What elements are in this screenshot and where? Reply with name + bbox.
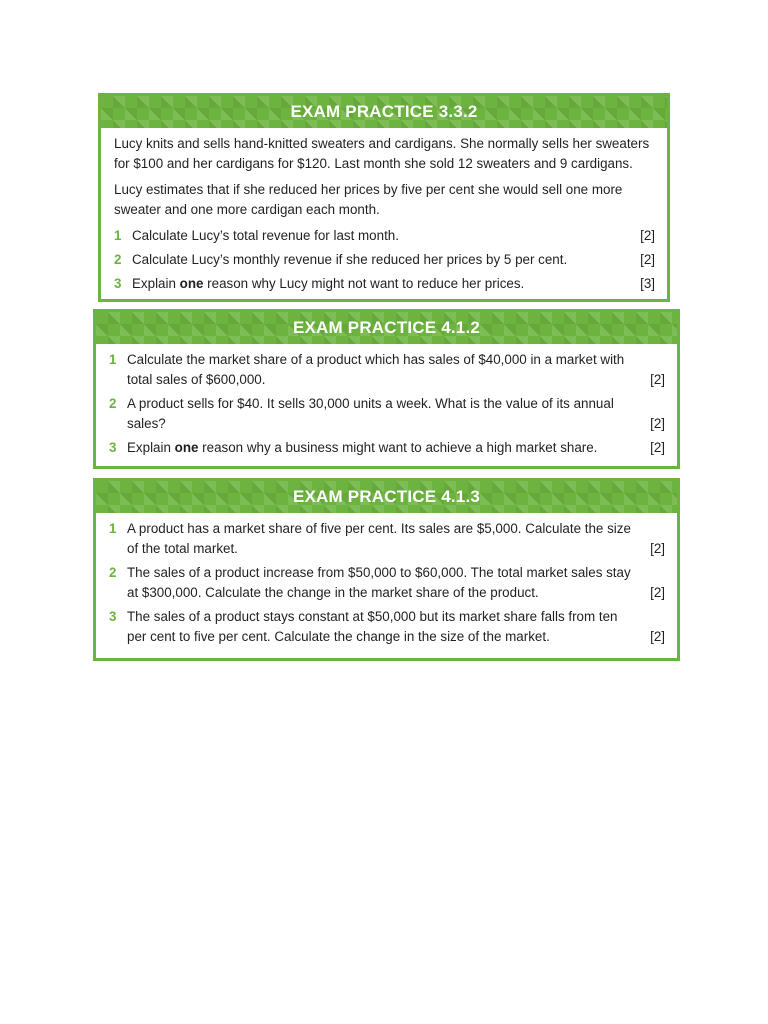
box-header bbox=[96, 481, 677, 513]
question-marks: [2] bbox=[650, 440, 665, 455]
intro-paragraph: Lucy knits and sells hand-knitted sweaters and cardigans. She normally sells her sweaters for $100 and her cardigans for $120. Last month she sold 12 sweaters and 9 cardigans. bbox=[114, 136, 650, 171]
box-body bbox=[96, 344, 677, 464]
question-item bbox=[109, 519, 665, 559]
question-number: 2 bbox=[114, 252, 122, 267]
question-item bbox=[109, 394, 665, 434]
box-body bbox=[101, 128, 667, 300]
intro-paragraph: Lucy estimates that if she reduced her prices by five per cent she would sell one more sweater and one more cardigan each month. bbox=[114, 182, 623, 217]
question-text: The sales of a product increase from $50,000 to $60,000. The total market sales stay at $300,000. Calculate the change in the market share of the product. bbox=[127, 565, 631, 600]
question-text: Calculate Lucy’s total revenue for last month. bbox=[132, 228, 399, 243]
question-number: 2 bbox=[109, 565, 117, 580]
question-number: 3 bbox=[114, 276, 122, 291]
question-number: 3 bbox=[109, 440, 117, 455]
question-marks: [2] bbox=[650, 541, 665, 556]
keyword-bold: one bbox=[174, 440, 199, 455]
question-number: 1 bbox=[109, 521, 117, 536]
box-title: EXAM PRACTICE 4.1.2 bbox=[292, 318, 481, 337]
question-item bbox=[109, 607, 665, 647]
box-header bbox=[96, 312, 677, 344]
question-text: Calculate Lucy’s monthly revenue if she reduced her prices by 5 per cent. bbox=[132, 252, 568, 267]
question-text bbox=[127, 438, 650, 458]
question-item bbox=[109, 563, 665, 603]
text-post: reason why a business might want to achieve a high market share. bbox=[198, 440, 598, 455]
question-number: 2 bbox=[109, 396, 117, 411]
box-header bbox=[101, 96, 667, 128]
question-text: The sales of a product stays constant at $50,000 but its market share falls from ten per cent to five per cent. Calculate the change in the size of the market. bbox=[127, 609, 618, 644]
box-body bbox=[96, 513, 677, 653]
question-marks: [2] bbox=[640, 228, 655, 243]
question-text: A product has a market share of five per cent. Its sales are $5,000. Calculate the size of the total market. bbox=[127, 521, 631, 556]
text-pre: Explain bbox=[132, 276, 180, 291]
box-title: EXAM PRACTICE 3.3.2 bbox=[290, 102, 478, 121]
text-pre: Explain bbox=[127, 440, 175, 455]
question-number: 3 bbox=[109, 609, 117, 624]
question-item bbox=[114, 250, 655, 270]
question-marks: [3] bbox=[640, 276, 655, 291]
question-item bbox=[109, 438, 665, 458]
exam-practice-box-3 bbox=[93, 478, 680, 661]
keyword-bold: one bbox=[179, 276, 204, 291]
question-item bbox=[109, 350, 665, 390]
question-marks: [2] bbox=[650, 416, 665, 431]
question-text bbox=[132, 274, 640, 294]
box-title: EXAM PRACTICE 4.1.3 bbox=[292, 487, 481, 506]
text-post: reason why Lucy might not want to reduce her prices. bbox=[203, 276, 525, 291]
question-text: Calculate the market share of a product which has sales of $40,000 in a market with total sales of $600,000. bbox=[127, 352, 625, 387]
question-marks: [2] bbox=[650, 629, 665, 644]
question-item bbox=[114, 274, 655, 294]
question-text: A product sells for $40. It sells 30,000 units a week. What is the value of its annual sales? bbox=[127, 396, 614, 431]
question-number: 1 bbox=[109, 352, 117, 367]
question-marks: [2] bbox=[650, 585, 665, 600]
question-marks: [2] bbox=[640, 252, 655, 267]
question-marks: [2] bbox=[650, 372, 665, 387]
exam-practice-box-2 bbox=[93, 309, 680, 469]
question-number: 1 bbox=[114, 228, 122, 243]
question-item bbox=[114, 226, 655, 246]
exam-practice-box-1 bbox=[98, 93, 670, 302]
